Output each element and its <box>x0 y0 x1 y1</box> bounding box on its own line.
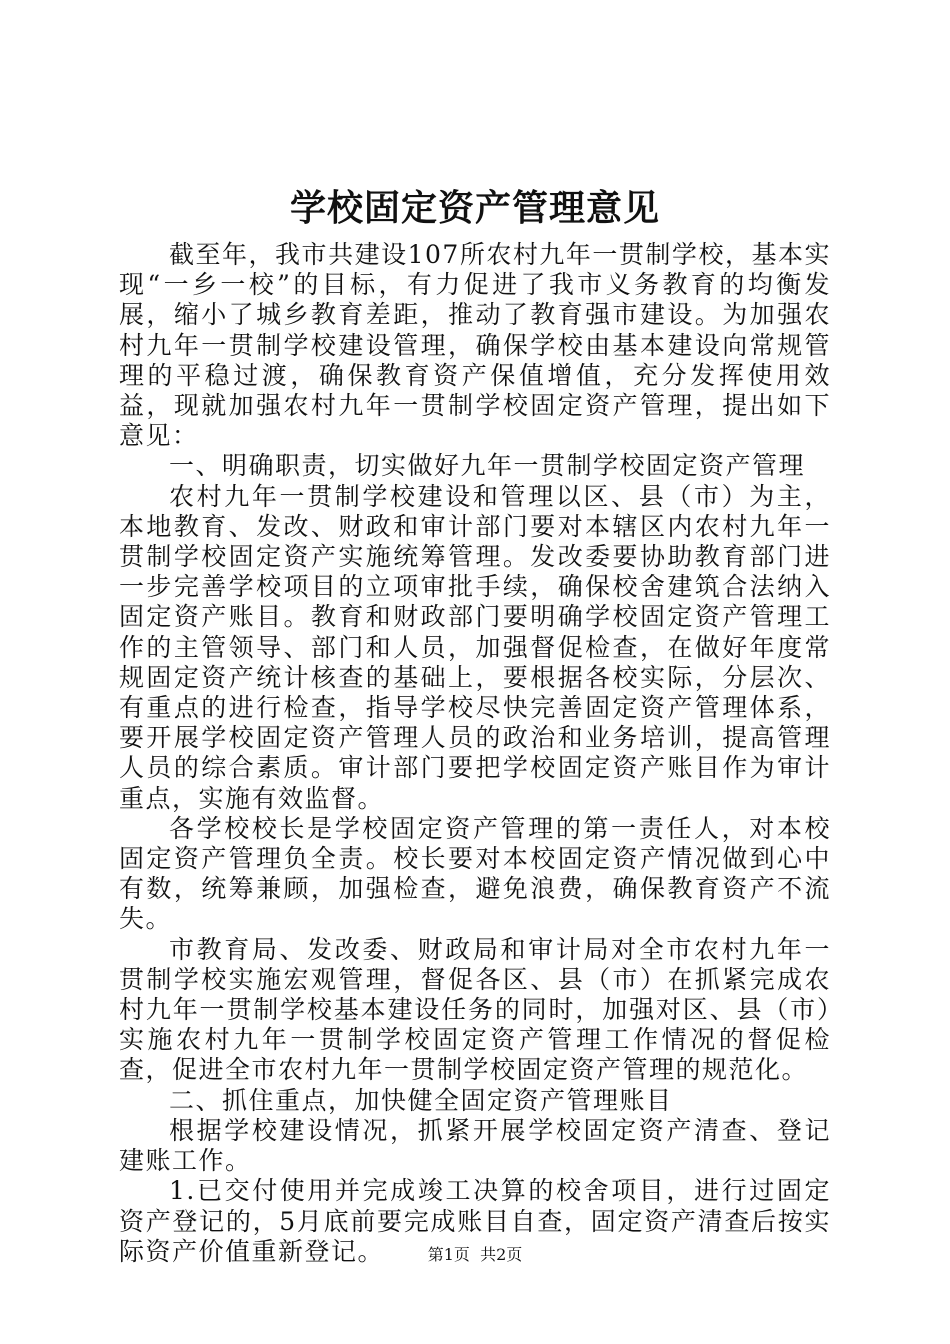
paragraph: 各学校校长是学校固定资产管理的第一责任人，对本校固定资产管理负全责。校长要对本校固定资产情况做到心中有数，统筹兼顾，加强检查，避免浪费，确保教育资产不流失。 <box>119 813 831 934</box>
section-heading-2: 二、抓住重点，加快健全固定资产管理账目 <box>169 1085 673 1115</box>
section-heading-1: 一、明确职责，切实做好九年一贯制学校固定资产管理 <box>169 451 806 481</box>
paragraph-intro: 截至年，我市共建设107所农村九年一贯制学校，基本实现“一乡一校”的目标，有力促进了我市义务教育的均衡发展，缩小了城乡教育差距，推动了教育强市建设。为加强农村九年一贯制学校建设管理，确保学校由基本建设向常规管理的平稳过渡，确保教育资产保值增值，充分发挥使用效益，现就加强农村九年一贯制学校固定资产管理，提出如下意见： <box>119 240 831 451</box>
list-item: 1.已交付使用并完成竣工决算的校舍项目，进行过固定资产登记的，5月底前要完成账目自查，固定资产清查后按实际资产价值重新登记。 <box>119 1176 831 1266</box>
document-body <box>119 240 831 1267</box>
page-number: 第1页 共2页 <box>427 1245 523 1264</box>
paragraph: 市教育局、发改委、财政局和审计局对全市农村九年一贯制学校实施宏观管理，督促各区、县（市）在抓紧完成农村九年一贯制学校基本建设任务的同时，加强对区、县（市）实施农村九年一贯制学校固定资产管理工作情况的督促检查，促进全市农村九年一贯制学校固定资产管理的规范化。 <box>119 934 831 1085</box>
paragraph: 根据学校建设情况，抓紧开展学校固定资产清查、登记建账工作。 <box>119 1115 831 1176</box>
paragraph: 农村九年一贯制学校建设和管理以区、县（市）为主，本地教育、发改、财政和审计部门要对本辖区内农村九年一贯制学校固定资产实施统筹管理。发改委要协助教育部门进一步完善学校项目的立项审批手续，确保校舍建筑合法纳入固定资产账目。教育和财政部门要明确学校固定资产管理工作的主管领导、部门和人员，加强督促检查，在做好年度常规固定资产统计核查的基础上，要根据各校实际，分层次、有重点的进行检查，指导学校尽快完善固定资产管理体系，要开展学校固定资产管理人员的政治和业务培训，提高管理人员的综合素质。审计部门要把学校固定资产账目作为审计重点，实施有效监督。 <box>119 481 831 813</box>
document-title: 学校固定资产管理意见 <box>289 187 660 229</box>
